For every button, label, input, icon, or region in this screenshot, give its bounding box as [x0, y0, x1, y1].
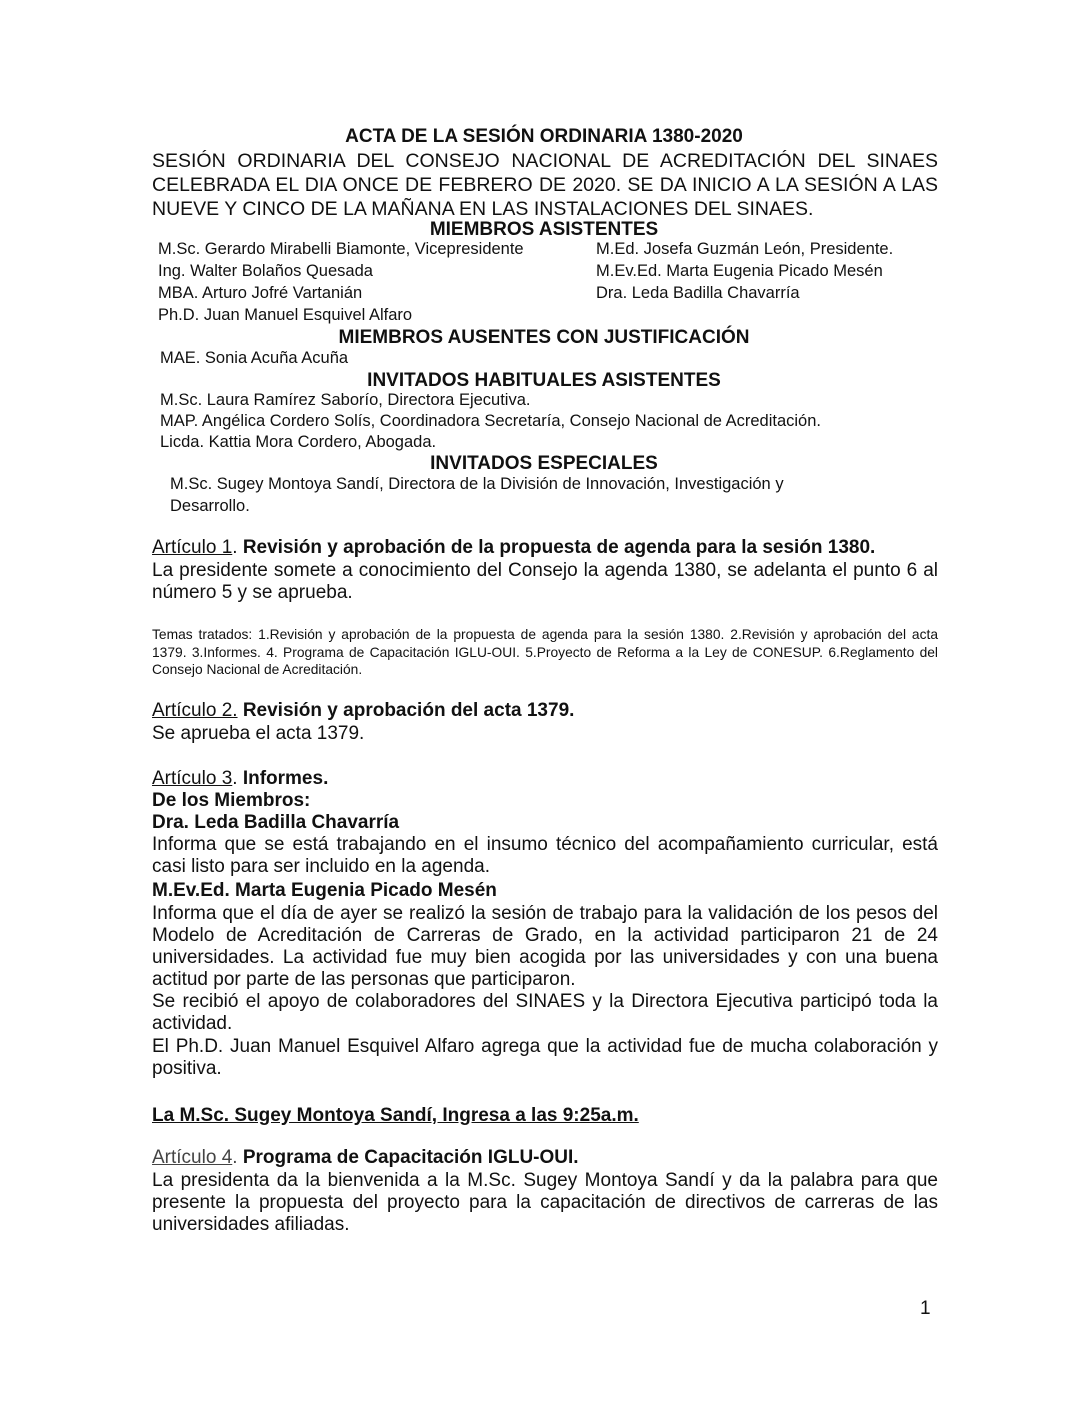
article-label: Artículo 4: [152, 1147, 233, 1168]
article-2-heading: [152, 700, 938, 722]
attendee-left-2: Ing. Walter Bolaños Quesada: [158, 262, 373, 280]
special-guest-line-2: Desarrollo.: [170, 497, 250, 515]
article-3-heading: [152, 768, 938, 790]
arrival-note: La M.Sc. Sugey Montoya Sandí, Ingresa a las 9:25a.m.: [152, 1105, 639, 1126]
regular-guests-heading: INVITADOS HABITUALES ASISTENTES: [367, 370, 721, 391]
article-separator: .: [232, 1147, 243, 1168]
attendee-left-1: M.Sc. Gerardo Mirabelli Biamonte, Vicepresidente: [158, 240, 524, 258]
attendees-heading: MIEMBROS ASISTENTES: [429, 219, 659, 240]
article-label: Artículo 2.: [152, 700, 238, 721]
article-title: Programa de Capacitación IGLU-OUI.: [242, 1147, 579, 1168]
member-report-2-support: Se recibió el apoyo de colaboradores del SINAES y la Directora Ejecutiva participó toda la actividad.: [152, 991, 938, 1034]
member-name-2: M.Ev.Ed. Marta Eugenia Picado Mesén: [152, 880, 497, 901]
attendee-right-2: M.Ev.Ed. Marta Eugenia Picado Mesén: [596, 262, 883, 280]
regular-guest-1: M.Sc. Laura Ramírez Saborío, Directora Ejecutiva.: [160, 391, 531, 409]
members-subheading: De los Miembros:: [152, 790, 311, 811]
page-number: 1: [920, 1298, 931, 1319]
regular-guest-3: Licda. Kattia Mora Cordero, Abogada.: [160, 433, 437, 451]
article-4-heading: [152, 1147, 938, 1169]
member-report-2-addition: El Ph.D. Juan Manuel Esquivel Alfaro agrega que la actividad fue de mucha colaboración y positiva.: [152, 1036, 938, 1079]
special-guests-heading: INVITADOS ESPECIALES: [430, 453, 658, 474]
article-separator: .: [232, 768, 243, 789]
member-report-2: Informa que el día de ayer se realizó la sesión de trabajo para la validación de los pesos del Modelo de Acreditación de Carreras de Grado, en la actividad participaron 21 de 24 universidades. La actividad fue muy bien acogida por las universidades y con una buena actitud por parte de las personas que participaron.: [152, 903, 938, 990]
attendee-right-1: M.Ed. Josefa Guzmán León, Presidente.: [596, 240, 894, 258]
article-title: Revisión y aprobación de la propuesta de agenda para la sesión 1380.: [242, 537, 876, 558]
article-4-body: La presidenta da la bienvenida a la M.Sc. Sugey Montoya Sandí y da la palabra para que presente la propuesta del proyecto para la capacitación de directivos de carreras de las universidades afiliadas.: [152, 1170, 938, 1235]
absent-heading: MIEMBROS AUSENTES CON JUSTIFICACIÓN: [338, 327, 750, 348]
absent-member: MAE. Sonia Acuña Acuña: [160, 349, 349, 367]
member-name-1: Dra. Leda Badilla Chavarría: [152, 812, 400, 833]
article-1-body: La presidente somete a conocimiento del Consejo la agenda 1380, se adelanta el punto 6 al número 5 y se aprueba.: [152, 560, 938, 603]
article-title: Informes.: [242, 768, 329, 789]
session-intro: SESIÓN ORDINARIA DEL CONSEJO NACIONAL DE ACREDITACIÓN DEL SINAES CELEBRADA EL DIA ONCE DE FEBRERO DE 2020. SE DA INICIO A LA SESIÓN A LAS NUEVE Y CINCO DE LA MAÑANA EN LAS INSTALACIONES DEL SINAES.: [152, 150, 938, 220]
topics-covered: Temas tratados: 1.Revisión y aprobación de la propuesta de agenda para la sesión 1380. 2.Revisión y aprobación del acta 1379. 3.Informes. 4. Programa de Capacitación IGLU-OUI. 5.Proyecto de Reforma a la Ley de CONESUP. 6.Reglamento del Consejo Nacional de Acreditación.: [152, 627, 938, 677]
attendee-left-4: Ph.D. Juan Manuel Esquivel Alfaro: [158, 306, 413, 324]
regular-guest-2: MAP. Angélica Cordero Solís, Coordinadora Secretaría, Consejo Nacional de Acreditación.: [160, 412, 821, 430]
document-title: ACTA DE LA SESIÓN ORDINARIA 1380-2020: [345, 126, 743, 147]
article-1-heading: [152, 537, 938, 559]
article-separator: .: [232, 537, 243, 558]
special-guest-line-1: M.Sc. Sugey Montoya Sandí, Directora de la División de Innovación, Investigación y: [170, 475, 784, 493]
article-label: Artículo 1: [152, 537, 233, 558]
member-report-1: Informa que se está trabajando en el insumo técnico del acompañamiento curricular, está casi listo para ser incluido en la agenda.: [152, 834, 938, 877]
article-title: Revisión y aprobación del acta 1379.: [242, 700, 575, 721]
article-2-body: Se aprueba el acta 1379.: [152, 723, 365, 744]
attendee-right-3: Dra. Leda Badilla Chavarría: [596, 284, 800, 302]
article-label: Artículo 3: [152, 768, 233, 789]
attendee-left-3: MBA. Arturo Jofré Vartanián: [158, 284, 363, 302]
